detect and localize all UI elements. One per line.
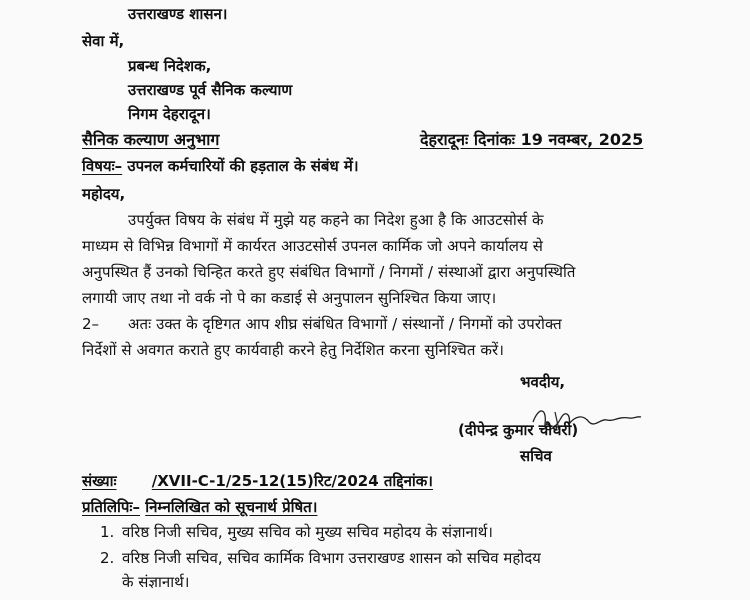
- para1-line-3: अनुपस्थित हैं उनको चिन्हित करते हुए संबंधित विभागों / निगमों / संस्थाओं द्वारा अनुपस्थिति: [82, 263, 576, 281]
- seva-me: सेवा में,: [82, 32, 125, 50]
- signatory-name: (दीपेन्द्र कुमार चौधरी): [458, 421, 579, 439]
- signatory-title: सचिव: [520, 447, 552, 465]
- subject-text: उपनल कर्मचारियों की हड़ताल के संबंध में।: [127, 157, 359, 175]
- salutation: महोदय,: [82, 185, 126, 203]
- copy-label: प्रतिलिपिः–: [82, 498, 140, 516]
- number-value: /XVII-C-1/25-12(15)रिट/2024 तद्दिनांक।: [151, 472, 433, 490]
- para2-line-1: अतः उक्त के दृष्टिगत आप शीघ्र संबंधित विभागों / संस्थानों / निगमों को उपरोक्त: [128, 315, 562, 333]
- copy-text: निम्नलिखित को सूचनार्थ प्रेषित।: [145, 498, 318, 516]
- copy-item-1-text: वरिष्ठ निजी सचिव, मुख्य सचिव को मुख्य सचिव महोदय के संज्ञानार्थ।: [122, 523, 493, 541]
- subject-label: विषयः–: [82, 157, 123, 175]
- addressee-line-1: प्रबन्ध निदेशक,: [128, 57, 212, 75]
- copy-item-2-number: 2.: [100, 549, 115, 567]
- para2-line-2: निर्देशों से अवगत कराते हुए कार्यवाही करने हेतु निर्देशित करना सुनिश्चित करें।: [82, 341, 505, 359]
- subject: [82, 156, 359, 176]
- addressee-line-3: निगम देहरादून।: [128, 105, 211, 123]
- closing: भवदीय,: [520, 373, 566, 391]
- para1-line-4: लगायी जाए तथा नो वर्क नो पे का कडाई से अनुपालन सुनिश्चित किया जाए।: [82, 289, 497, 307]
- copy-item-1-number: 1.: [100, 523, 115, 541]
- para1-line-1: उपर्युक्त विषय के संबंध में मुझे यह कहने का निदेश हुआ है कि आउटसोर्स के: [128, 211, 544, 229]
- addressee-line-2: उत्तराखण्ड पूर्व सैनिक कल्याण: [128, 81, 293, 99]
- copy-item-2-text-line-1: वरिष्ठ निजी सचिव, सचिव कार्मिक विभाग उत्तराखण्ड शासन को सचिव महोदय: [122, 549, 541, 567]
- from-department: उत्तराखण्ड शासन।: [128, 5, 228, 23]
- section-name: सैनिक कल्याण अनुभाग: [82, 130, 220, 149]
- copy-item-2-text-line-2: के संज्ञानार्थ।: [122, 573, 190, 591]
- copy-to: [82, 497, 317, 517]
- para2-number: 2–: [82, 315, 100, 333]
- number-label: संख्याः: [82, 472, 117, 490]
- place-date: देहरादूनः दिनांकः 19 नवम्बर, 2025: [420, 130, 644, 149]
- para1-line-2: माध्यम से विभिन्न विभागों में कार्यरत आउटसोर्स उपनल कार्मिक जो अपने कार्यालय से: [82, 237, 543, 255]
- reference-number: [82, 471, 433, 491]
